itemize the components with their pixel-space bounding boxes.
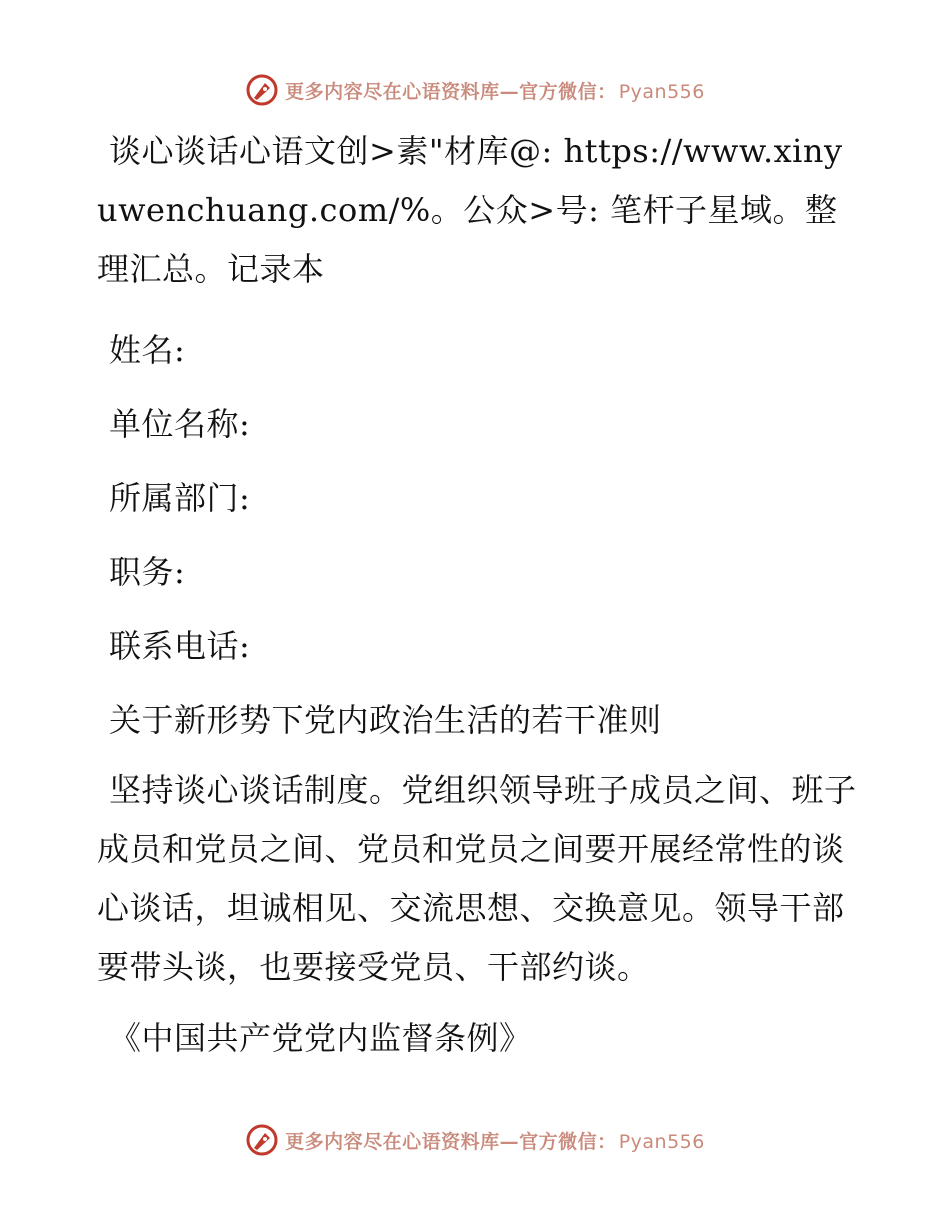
watermark-text	[285, 77, 705, 104]
citation: 《中国共产党党内监督条例》	[109, 1019, 532, 1057]
header-watermark	[0, 70, 950, 110]
watermark-separator: —	[499, 80, 520, 103]
watermark-site-text: 更多内容尽在心语资料库	[285, 80, 500, 103]
watermark-site-text: 更多内容尽在心语资料库	[285, 1130, 500, 1153]
footer-watermark	[0, 1120, 950, 1160]
intro-paragraph: 谈心谈话心语文创>素"材库@: https://www.xinyuwenchuang.com/%。公众>号: 笔杆子星域。整理汇总。记录本	[97, 132, 843, 288]
watermark-separator: —	[499, 1130, 520, 1153]
field-organization-label: 单位名称:	[109, 405, 251, 443]
pen-nib-seal-icon	[245, 1123, 279, 1157]
document-body	[97, 122, 857, 1075]
field-name-label: 姓名:	[109, 331, 186, 369]
watermark-wechat-id: Pyan556	[618, 1130, 705, 1153]
field-phone-label: 联系电话:	[109, 627, 251, 665]
watermark-text	[285, 1127, 705, 1154]
document-heading: 关于新形势下党内政治生活的若干准则	[109, 701, 662, 739]
field-department-label: 所属部门:	[109, 479, 251, 517]
watermark-wechat-id: Pyan556	[618, 80, 705, 103]
body-paragraph: 坚持谈心谈话制度。党组织领导班子成员之间、班子成员和党员之间、党员和党员之间要开展经常性的谈心谈话，坦诚相见、交流思想、交换意见。领导干部要带头谈，也要接受党员、干部约谈。	[97, 771, 857, 986]
watermark-wechat-label: 官方微信：	[519, 80, 617, 103]
field-position-label: 职务:	[109, 553, 186, 591]
watermark-wechat-label: 官方微信：	[519, 1130, 617, 1153]
pen-nib-seal-icon	[245, 73, 279, 107]
